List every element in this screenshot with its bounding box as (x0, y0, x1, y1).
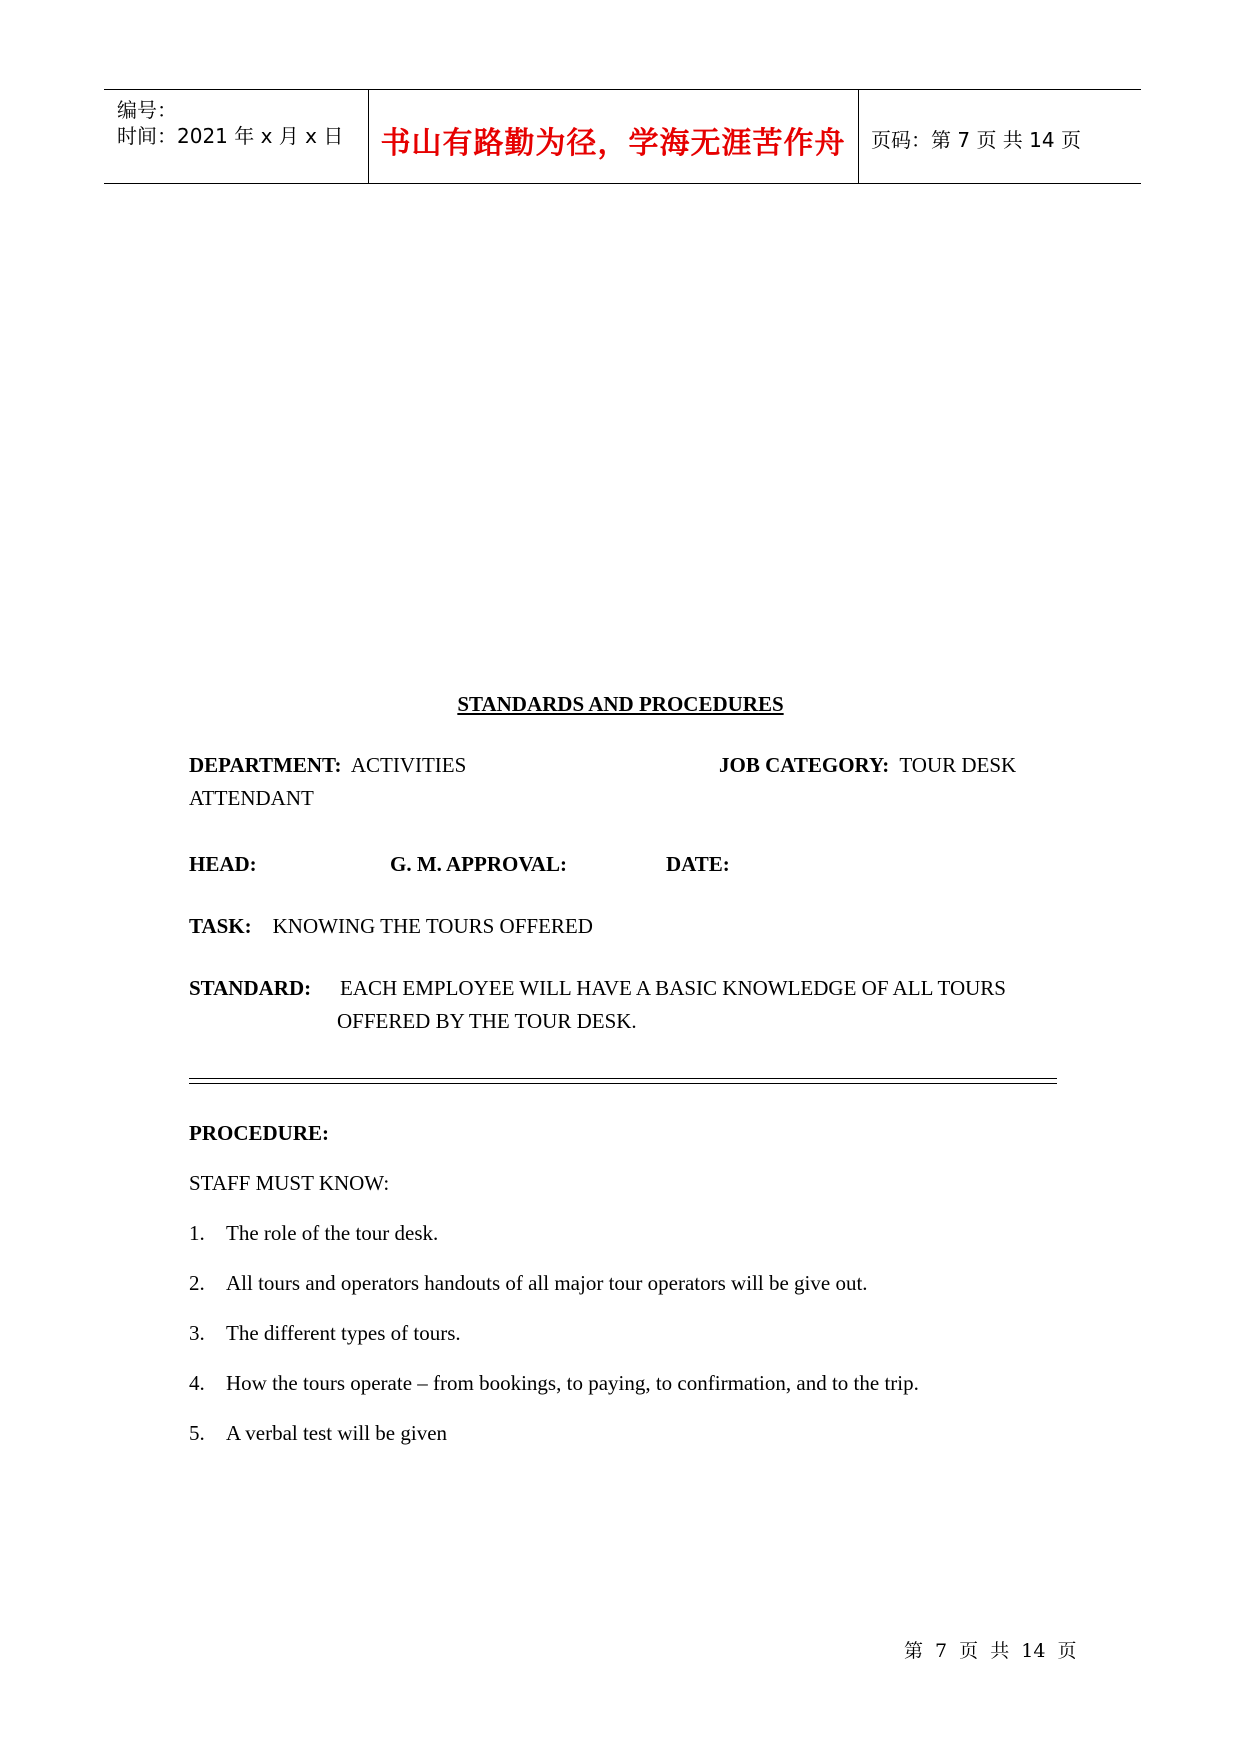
list-item-text: The different types of tours. (226, 1321, 461, 1345)
separator-line (189, 1075, 1057, 1087)
list-item-number: 5. (189, 1421, 205, 1445)
department-field (189, 749, 466, 782)
procedure-intro: STAFF MUST KNOW: (189, 1171, 390, 1195)
motto: 书山有路勤为径，学海无涯苦作舟 (380, 126, 846, 161)
page-footer: 第 7 页 共 14 页 (904, 1640, 1077, 1662)
date-label: DATE: (666, 852, 730, 876)
list-item (189, 1421, 447, 1446)
list-item (189, 1371, 919, 1396)
department-value: ACTIVITIES (350, 753, 467, 777)
page-info: 页码：第 7 页 共 14 页 (871, 128, 1081, 152)
task-field (189, 910, 593, 943)
standard-line-2: OFFERED BY THE TOUR DESK. (337, 1009, 637, 1033)
document-title: STANDARDS AND PROCEDURES (457, 692, 784, 716)
list-item (189, 1321, 461, 1346)
list-item-number: 3. (189, 1321, 205, 1345)
page-header (104, 89, 1141, 184)
list-item-number: 1. (189, 1221, 205, 1245)
job-category-value: TOUR DESK (899, 753, 1017, 777)
list-item (189, 1271, 868, 1296)
job-category-continued: ATTENDANT (189, 786, 314, 810)
list-item-text: All tours and operators handouts of all major tour operators will be give out. (226, 1271, 868, 1295)
list-item-text: A verbal test will be given (226, 1421, 448, 1445)
gm-approval-label: G. M. APPROVAL: (390, 852, 567, 876)
task-label: TASK: (189, 914, 252, 938)
standard-label: STANDARD: (189, 976, 312, 1000)
list-item-number: 2. (189, 1271, 205, 1295)
procedure-label: PROCEDURE: (189, 1121, 329, 1145)
header-motto-cell (368, 90, 859, 183)
header-info-cell (104, 90, 369, 183)
standard-line-1: EACH EMPLOYEE WILL HAVE A BASIC KNOWLEDGE OF ALL TOURS (340, 976, 1006, 1000)
list-item-text: The role of the tour desk. (226, 1221, 439, 1245)
time-label: 时间：2021 年 x 月 x 日 (117, 124, 344, 148)
list-item-number: 4. (189, 1371, 205, 1395)
number-label: 编号： (117, 98, 177, 122)
list-item (189, 1221, 438, 1246)
job-category-label: JOB CATEGORY: (719, 753, 890, 777)
header-page-cell (858, 90, 1141, 183)
department-label: DEPARTMENT: (189, 753, 342, 777)
task-value: KNOWING THE TOURS OFFERED (272, 914, 593, 938)
head-label: HEAD: (189, 852, 257, 876)
job-category-field (719, 749, 1016, 782)
list-item-text: How the tours operate – from bookings, to paying, to confirmation, and to the trip. (226, 1371, 919, 1395)
